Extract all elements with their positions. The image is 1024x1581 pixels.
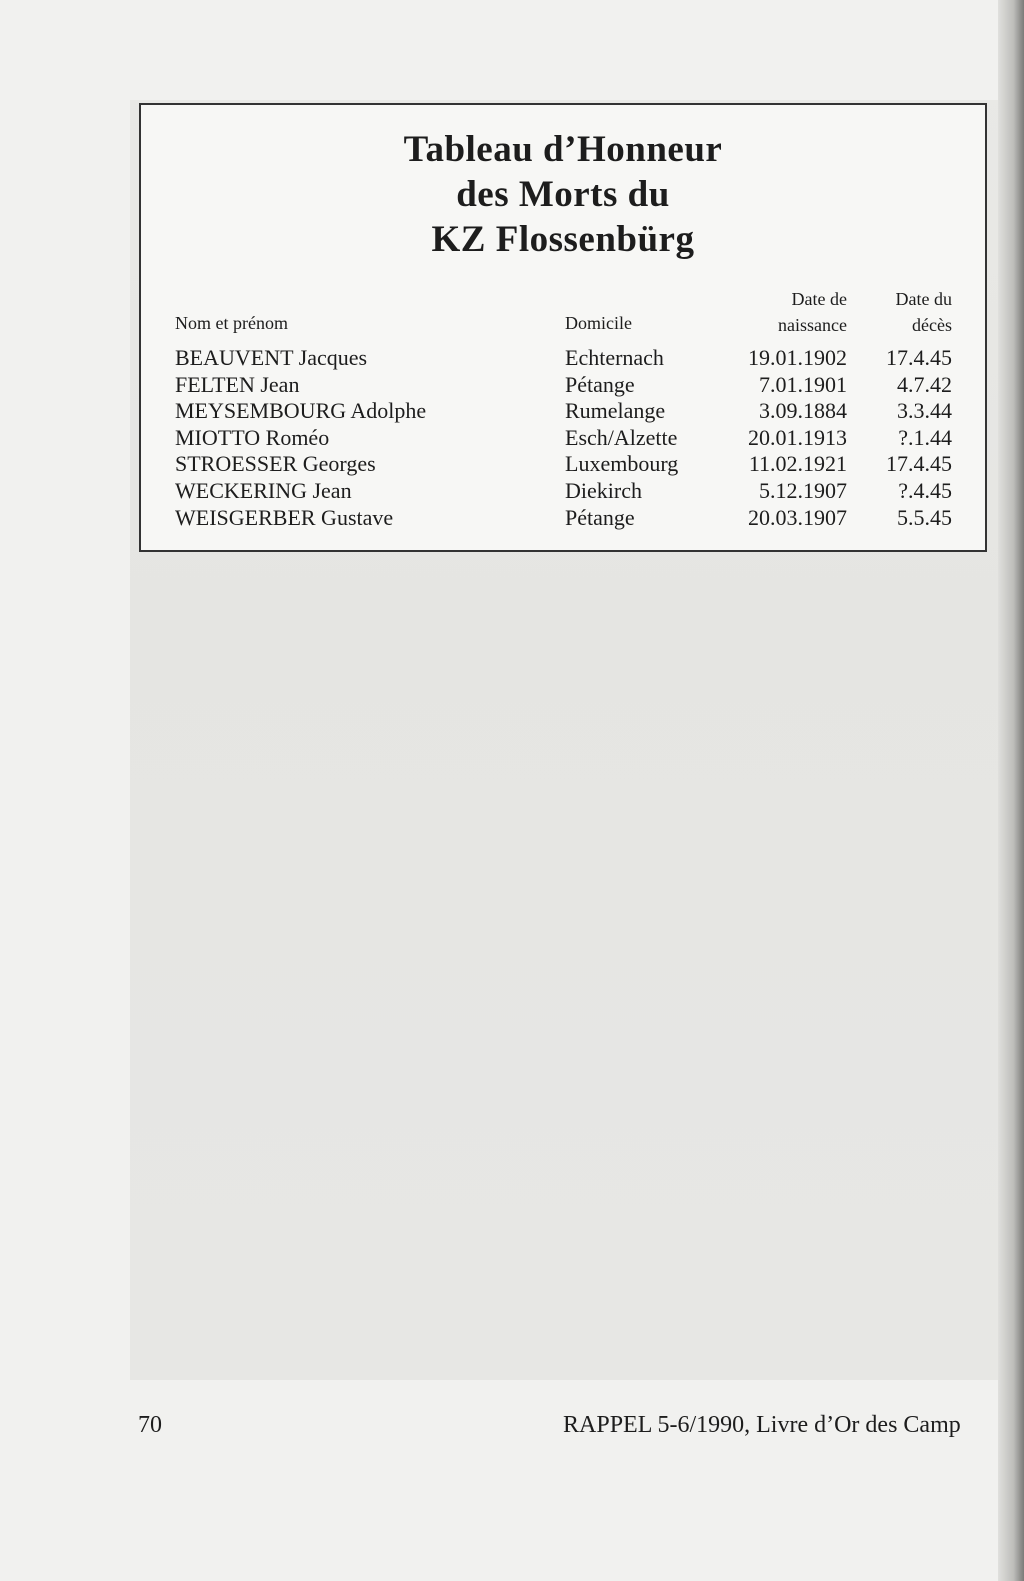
- birth-header-line-1: Date de: [791, 289, 847, 309]
- row-domicile: Pétange: [565, 371, 635, 397]
- row-death-date: 17.4.45: [886, 345, 952, 370]
- table-body: [141, 345, 985, 531]
- row-name: FELTEN Jean: [175, 371, 300, 397]
- row-domicile: Esch/Alzette: [565, 424, 678, 450]
- row-birth-date: 7.01.1901: [759, 371, 847, 397]
- row-domicile: Diekirch: [565, 477, 642, 503]
- birth-header-line-2: naissance: [778, 315, 847, 335]
- row-birth-date: 20.01.1913: [748, 424, 847, 450]
- table-row: [141, 478, 985, 505]
- row-death-date: 3.3.44: [897, 398, 952, 424]
- table-title: [141, 127, 985, 262]
- row-birth-date: 3.09.1884: [759, 398, 847, 424]
- row-death-date: ?.4.45: [898, 477, 952, 503]
- row-birth-date: 20.03.1907: [748, 504, 847, 530]
- row-birth-date: 5.12.1907: [759, 477, 847, 503]
- page-number: 70: [138, 1412, 162, 1438]
- page-binding-edge: [998, 0, 1024, 1581]
- row-death-date: 17.4.45: [886, 451, 952, 477]
- row-death-date: 4.7.42: [897, 371, 952, 397]
- row-name: BEAUVENT Jacques: [175, 345, 368, 370]
- row-name: MIOTTO Roméo: [175, 424, 330, 450]
- row-death-date: 5.5.45: [897, 504, 952, 530]
- table-row: [141, 372, 985, 399]
- row-domicile: Rumelange: [565, 398, 666, 424]
- title-line-3: KZ Flossenbürg: [431, 219, 695, 260]
- death-header-line-1: Date du: [895, 289, 952, 309]
- row-birth-date: 19.01.1902: [748, 345, 847, 370]
- title-line-1: Tableau d’Honneur: [403, 129, 723, 170]
- column-header-name: Nom et prénom: [175, 313, 288, 333]
- row-birth-date: 11.02.1921: [748, 451, 847, 477]
- row-name: MEYSEMBOURG Adolphe: [175, 398, 427, 424]
- row-death-date: ?.1.44: [898, 424, 952, 450]
- column-header-birth-date: [778, 286, 847, 338]
- death-header-line-2: décès: [912, 315, 952, 335]
- row-name: WEISGERBER Gustave: [175, 504, 394, 530]
- title-line-2: des Morts du: [456, 174, 670, 215]
- table-row: [141, 451, 985, 478]
- running-footer: RAPPEL 5-6/1990, Livre d’Or des Camp: [563, 1412, 961, 1438]
- column-header-death-date: [896, 286, 952, 338]
- table-row: [141, 345, 985, 372]
- table-row: [141, 398, 985, 425]
- row-domicile: Pétange: [565, 504, 635, 530]
- row-domicile: Luxembourg: [565, 451, 679, 477]
- table-row: [141, 425, 985, 452]
- table-row: [141, 505, 985, 532]
- honor-roll-table: [139, 103, 987, 552]
- row-domicile: Echternach: [565, 345, 664, 370]
- row-name: STROESSER Georges: [175, 451, 376, 477]
- row-name: WECKERING Jean: [175, 477, 352, 503]
- column-header-domicile: Domicile: [565, 313, 632, 333]
